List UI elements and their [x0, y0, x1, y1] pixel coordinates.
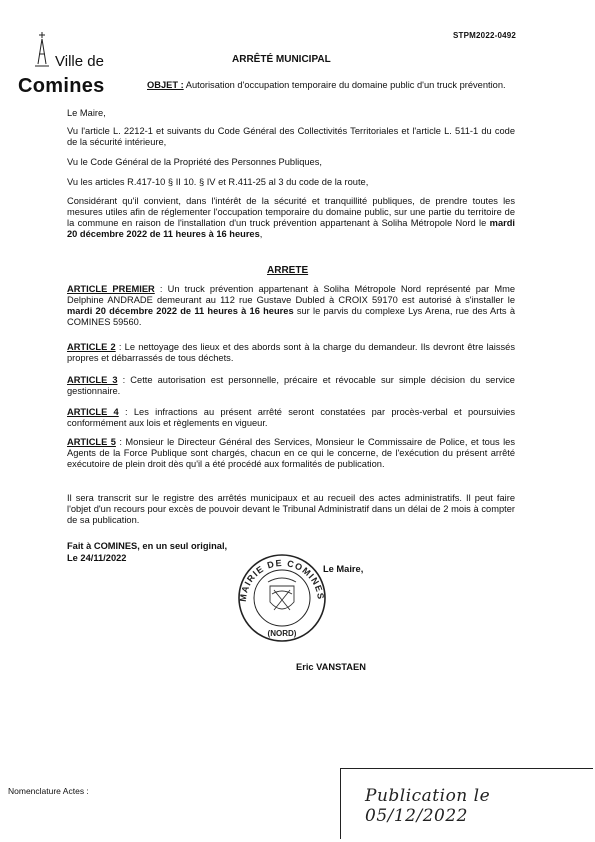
considerant-end: ,: [259, 229, 263, 239]
document-reference: STPM2022-0492: [453, 31, 517, 40]
signature-place-date: [67, 540, 227, 564]
logo-comines: Comines: [18, 75, 105, 97]
svg-text:(NORD): (NORD): [267, 629, 297, 638]
objet-line: [147, 80, 527, 91]
document-title: ARRÊTÉ MUNICIPAL: [232, 54, 331, 65]
article-2: [67, 342, 515, 364]
vu-paragraph-3: Vu les articles R.417-10 § II 10. § IV et R.411-25 al 3 du code de la route,: [67, 177, 369, 187]
article-2-label: ARTICLE 2: [67, 342, 116, 352]
considerant-paragraph: [67, 196, 515, 240]
article-5-text: : Monsieur le Directeur Général des Services, Monsieur le Commissaire de Police, et tous les Agents de la Force Publique sont chargés, chacun en ce qui le concerne, de l'exécution du présent arrêté exécutoire de plein droit dès qu'il a été procédé aux formalités de publication.: [67, 437, 515, 469]
article-2-text: : Le nettoyage des lieux et des abords sont à la charge du demandeur. Ils devront être laissés propres et débarrassés de tous déchets.: [67, 342, 515, 363]
vu-paragraph-1: Vu l'article L. 2212-1 et suivants du Code Général des Collectivités Territoriales et l'article L. 511-1 du code de la sécurité intérieure,: [67, 126, 515, 147]
considerant-text: Considérant qu'il convient, dans l'intérêt de la sécurité et tranquillité publiques, de prendre toutes les mesures utiles afin de réglementer l'occupation temporaire du domaine public, sur une partie du territoire de la commune en raison de l'installation d'un truck prévention appartenant à Soliha Métropole Nord le: [67, 196, 515, 228]
article-1-text: : Un truck prévention appartenant à Soliha Métropole Nord représenté par Mme Delphine ANDRADE demeurant au 112 rue Gustave Dubled à CROIX 59170 est autorisé à s'installer le: [67, 284, 515, 305]
article-3: [67, 375, 515, 397]
publication-handwritten: Publication le 05/12/2022: [365, 786, 491, 826]
logo-ville-de: Ville de: [55, 53, 104, 70]
fait-a: Fait à COMINES, en un seul original,: [67, 541, 228, 551]
signature-date: Le 24/11/2022: [67, 553, 127, 563]
article-1-place: sur le parvis du complexe Lys Arena, rue des Arts à COMINES 59560.: [67, 306, 515, 327]
article-1: [67, 284, 515, 328]
le-maire-intro: Le Maire,: [67, 108, 106, 118]
vu-paragraph-2: Vu le Code Général de la Propriété des Personnes Publiques,: [67, 157, 322, 167]
article-1-label: ARTICLE PREMIER: [67, 284, 155, 294]
church-spire-icon: [35, 32, 49, 66]
arrete-heading: ARRETE: [267, 265, 309, 276]
considerant-date: mardi 20 décembre 2022 de 11 heures à 16 heures: [67, 218, 515, 239]
objet-text: Autorisation d'occupation temporaire du domaine public d'un truck prévention.: [183, 80, 506, 90]
article-5: [67, 437, 515, 470]
article-3-label: ARTICLE 3: [67, 375, 118, 385]
coat-of-arms-icon: [268, 578, 296, 610]
article-4: [67, 407, 515, 429]
objet-label: OBJET :: [147, 80, 184, 90]
signature-le-maire: Le Maire,: [323, 564, 364, 574]
article-4-text: : Les infractions au présent arrêté seront constatées par procès-verbal et poursuivies conformément aux lois et règlements en vigueur.: [67, 407, 515, 428]
svg-text:MAIRIE DE COMINES: MAIRIE DE COMINES: [237, 557, 327, 603]
article-5-label: ARTICLE 5: [67, 437, 116, 447]
signatory-name: Eric VANSTAEN: [296, 662, 366, 672]
article-3-text: : Cette autorisation est personnelle, précaire et révocable sur simple décision du service gestionnaire.: [67, 375, 515, 396]
nomenclature-actes: Nomenclature Actes :: [8, 786, 89, 796]
article-1-date: mardi 20 décembre 2022 de 11 heures à 16 heures: [67, 306, 294, 316]
article-4-label: ARTICLE 4: [67, 407, 119, 417]
mairie-stamp: [234, 552, 330, 644]
closing-paragraph: Il sera transcrit sur le registre des arrêtés municipaux et au recueil des actes administratifs. Il peut faire l'objet d'un recours pour excès de pouvoir devant le Tribunal Administratif dans un délai de 2 mois à compter de sa publication.: [67, 493, 515, 525]
